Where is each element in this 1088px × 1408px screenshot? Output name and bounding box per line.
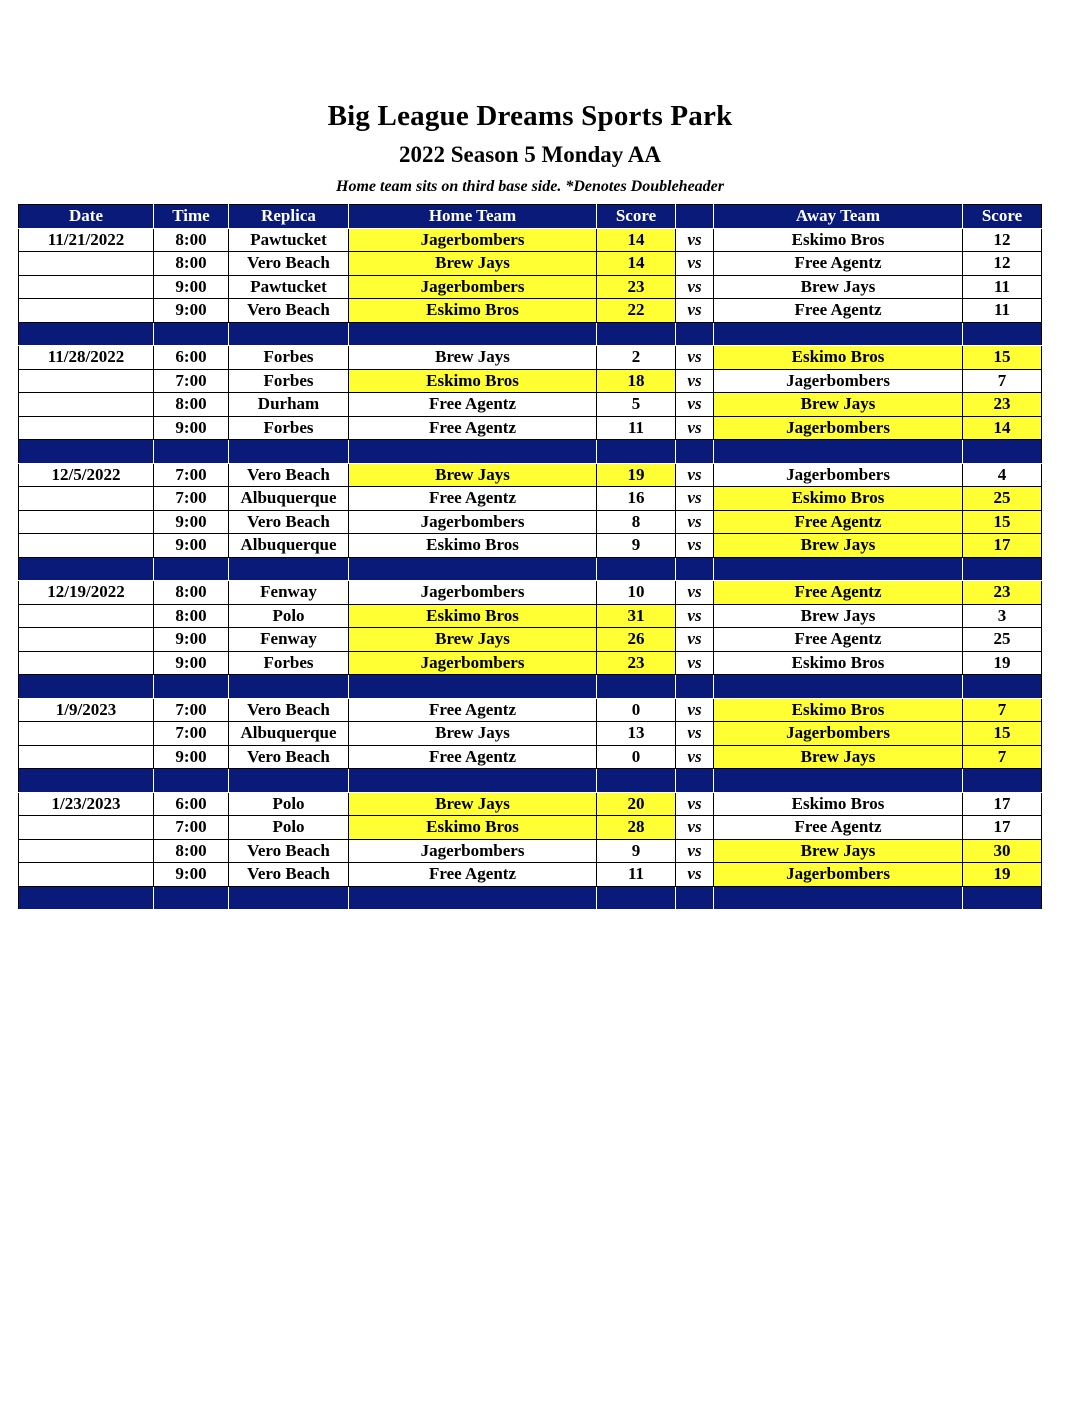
home-team: Free Agentz — [349, 745, 597, 769]
away-score: 25 — [963, 487, 1042, 511]
vs-label: vs — [676, 463, 714, 487]
table-row — [19, 604, 1042, 628]
game-replica: Vero Beach — [229, 698, 349, 722]
schedule-body — [19, 228, 1042, 910]
game-replica: Pawtucket — [229, 228, 349, 252]
week-separator-row — [19, 886, 1042, 910]
table-row — [19, 863, 1042, 887]
away-score: 7 — [963, 369, 1042, 393]
game-time: 9:00 — [154, 275, 229, 299]
game-replica: Vero Beach — [229, 863, 349, 887]
game-replica: Vero Beach — [229, 299, 349, 323]
separator-cell — [19, 557, 154, 581]
game-time: 7:00 — [154, 463, 229, 487]
home-team: Jagerbombers — [349, 275, 597, 299]
home-score: 20 — [597, 792, 676, 816]
game-time: 6:00 — [154, 792, 229, 816]
home-team: Free Agentz — [349, 393, 597, 417]
game-date: 1/9/2023 — [19, 698, 154, 722]
table-row — [19, 252, 1042, 276]
game-date — [19, 252, 154, 276]
home-team: Free Agentz — [349, 863, 597, 887]
game-date — [19, 651, 154, 675]
home-score: 28 — [597, 816, 676, 840]
game-time: 9:00 — [154, 628, 229, 652]
game-time: 9:00 — [154, 863, 229, 887]
separator-cell — [963, 886, 1042, 910]
game-replica: Vero Beach — [229, 252, 349, 276]
week-separator-row — [19, 440, 1042, 464]
schedule-note: Home team sits on third base side. *Denotes Doubleheader — [336, 178, 724, 195]
away-score: 4 — [963, 463, 1042, 487]
table-row — [19, 534, 1042, 558]
vs-label: vs — [676, 534, 714, 558]
separator-cell — [154, 675, 229, 699]
away-team: Free Agentz — [714, 510, 963, 534]
game-date — [19, 275, 154, 299]
away-score: 15 — [963, 722, 1042, 746]
separator-cell — [19, 886, 154, 910]
home-team: Brew Jays — [349, 463, 597, 487]
away-score: 30 — [963, 839, 1042, 863]
vs-label: vs — [676, 275, 714, 299]
away-score: 19 — [963, 651, 1042, 675]
away-team: Brew Jays — [714, 839, 963, 863]
game-date — [19, 369, 154, 393]
game-time: 9:00 — [154, 299, 229, 323]
vs-label: vs — [676, 510, 714, 534]
col-header-date: Date — [19, 205, 154, 229]
game-date — [19, 745, 154, 769]
vs-label: vs — [676, 346, 714, 370]
game-replica: Albuquerque — [229, 534, 349, 558]
week-separator-row — [19, 769, 1042, 793]
home-team: Free Agentz — [349, 698, 597, 722]
away-team: Jagerbombers — [714, 369, 963, 393]
separator-cell — [349, 440, 597, 464]
col-header-away-score: Score — [963, 205, 1042, 229]
away-team: Eskimo Bros — [714, 698, 963, 722]
game-time: 7:00 — [154, 698, 229, 722]
game-date — [19, 839, 154, 863]
home-score: 26 — [597, 628, 676, 652]
game-time: 9:00 — [154, 416, 229, 440]
home-score: 13 — [597, 722, 676, 746]
home-score: 19 — [597, 463, 676, 487]
game-date: 11/21/2022 — [19, 228, 154, 252]
week-separator-row — [19, 675, 1042, 699]
vs-label: vs — [676, 651, 714, 675]
away-team: Eskimo Bros — [714, 792, 963, 816]
away-team: Brew Jays — [714, 534, 963, 558]
game-replica: Forbes — [229, 346, 349, 370]
home-team: Eskimo Bros — [349, 816, 597, 840]
separator-cell — [19, 322, 154, 346]
home-team: Eskimo Bros — [349, 604, 597, 628]
away-team: Jagerbombers — [714, 863, 963, 887]
home-score: 14 — [597, 228, 676, 252]
game-replica: Polo — [229, 792, 349, 816]
away-team: Eskimo Bros — [714, 346, 963, 370]
separator-cell — [676, 440, 714, 464]
separator-cell — [676, 886, 714, 910]
game-time: 8:00 — [154, 604, 229, 628]
game-date — [19, 604, 154, 628]
separator-cell — [349, 557, 597, 581]
away-team: Free Agentz — [714, 252, 963, 276]
away-score: 17 — [963, 816, 1042, 840]
game-date — [19, 487, 154, 511]
page-title: Big League Dreams Sports Park — [327, 100, 733, 132]
away-team: Brew Jays — [714, 745, 963, 769]
game-time: 9:00 — [154, 745, 229, 769]
home-team: Jagerbombers — [349, 228, 597, 252]
game-replica: Albuquerque — [229, 487, 349, 511]
game-date — [19, 628, 154, 652]
separator-cell — [154, 440, 229, 464]
game-time: 9:00 — [154, 510, 229, 534]
away-score: 14 — [963, 416, 1042, 440]
vs-label: vs — [676, 863, 714, 887]
game-time: 8:00 — [154, 839, 229, 863]
separator-cell — [597, 557, 676, 581]
table-row — [19, 792, 1042, 816]
away-score: 12 — [963, 252, 1042, 276]
game-date — [19, 863, 154, 887]
separator-cell — [676, 769, 714, 793]
home-score: 0 — [597, 698, 676, 722]
home-team: Eskimo Bros — [349, 369, 597, 393]
home-score: 9 — [597, 534, 676, 558]
separator-cell — [963, 769, 1042, 793]
separator-cell — [963, 675, 1042, 699]
table-row — [19, 651, 1042, 675]
game-replica: Vero Beach — [229, 745, 349, 769]
season-subtitle: 2022 Season 5 Monday AA — [399, 142, 661, 167]
separator-cell — [229, 557, 349, 581]
home-team: Jagerbombers — [349, 581, 597, 605]
table-row — [19, 816, 1042, 840]
game-date: 12/5/2022 — [19, 463, 154, 487]
vs-label: vs — [676, 604, 714, 628]
game-date — [19, 393, 154, 417]
week-separator-row — [19, 322, 1042, 346]
away-score: 19 — [963, 863, 1042, 887]
away-team: Eskimo Bros — [714, 651, 963, 675]
game-replica: Forbes — [229, 651, 349, 675]
away-score: 11 — [963, 299, 1042, 323]
separator-cell — [597, 440, 676, 464]
separator-cell — [19, 440, 154, 464]
game-time: 8:00 — [154, 581, 229, 605]
game-date — [19, 416, 154, 440]
vs-label: vs — [676, 839, 714, 863]
away-score: 3 — [963, 604, 1042, 628]
schedule-table — [18, 204, 1042, 910]
separator-cell — [154, 322, 229, 346]
home-team: Jagerbombers — [349, 651, 597, 675]
separator-cell — [154, 557, 229, 581]
home-score: 23 — [597, 275, 676, 299]
away-score: 7 — [963, 745, 1042, 769]
home-score: 23 — [597, 651, 676, 675]
game-replica: Albuquerque — [229, 722, 349, 746]
vs-label: vs — [676, 816, 714, 840]
away-score: 23 — [963, 581, 1042, 605]
home-score: 8 — [597, 510, 676, 534]
game-time: 7:00 — [154, 487, 229, 511]
home-score: 9 — [597, 839, 676, 863]
col-header-home-score: Score — [597, 205, 676, 229]
separator-cell — [154, 769, 229, 793]
game-date — [19, 534, 154, 558]
table-header-row — [19, 205, 1042, 229]
col-header-away-team: Away Team — [714, 205, 963, 229]
vs-label: vs — [676, 299, 714, 323]
away-score: 17 — [963, 534, 1042, 558]
separator-cell — [19, 769, 154, 793]
home-score: 5 — [597, 393, 676, 417]
table-row — [19, 369, 1042, 393]
game-replica: Pawtucket — [229, 275, 349, 299]
separator-cell — [676, 557, 714, 581]
game-replica: Polo — [229, 604, 349, 628]
away-team: Jagerbombers — [714, 416, 963, 440]
table-row — [19, 299, 1042, 323]
home-team: Jagerbombers — [349, 510, 597, 534]
separator-cell — [963, 322, 1042, 346]
vs-label: vs — [676, 698, 714, 722]
game-replica: Vero Beach — [229, 510, 349, 534]
table-row — [19, 393, 1042, 417]
table-row — [19, 510, 1042, 534]
away-team: Eskimo Bros — [714, 487, 963, 511]
col-header-replica: Replica — [229, 205, 349, 229]
game-replica: Forbes — [229, 369, 349, 393]
home-score: 16 — [597, 487, 676, 511]
col-header-vs — [676, 205, 714, 229]
away-score: 15 — [963, 510, 1042, 534]
game-date — [19, 299, 154, 323]
away-team: Eskimo Bros — [714, 228, 963, 252]
home-score: 10 — [597, 581, 676, 605]
game-date: 11/28/2022 — [19, 346, 154, 370]
vs-label: vs — [676, 369, 714, 393]
game-replica: Fenway — [229, 628, 349, 652]
table-row — [19, 487, 1042, 511]
separator-cell — [229, 886, 349, 910]
home-team: Eskimo Bros — [349, 299, 597, 323]
game-date — [19, 816, 154, 840]
separator-cell — [229, 322, 349, 346]
table-row — [19, 745, 1042, 769]
separator-cell — [714, 440, 963, 464]
home-team: Brew Jays — [349, 628, 597, 652]
away-team: Free Agentz — [714, 299, 963, 323]
separator-cell — [349, 769, 597, 793]
separator-cell — [714, 557, 963, 581]
separator-cell — [676, 675, 714, 699]
home-team: Brew Jays — [349, 252, 597, 276]
home-team: Brew Jays — [349, 346, 597, 370]
separator-cell — [963, 440, 1042, 464]
table-row — [19, 463, 1042, 487]
game-time: 8:00 — [154, 393, 229, 417]
home-score: 18 — [597, 369, 676, 393]
vs-label: vs — [676, 722, 714, 746]
home-team: Jagerbombers — [349, 839, 597, 863]
away-team: Free Agentz — [714, 628, 963, 652]
away-score: 17 — [963, 792, 1042, 816]
table-row — [19, 839, 1042, 863]
separator-cell — [714, 769, 963, 793]
separator-cell — [676, 322, 714, 346]
away-team: Free Agentz — [714, 581, 963, 605]
away-score: 15 — [963, 346, 1042, 370]
game-date — [19, 510, 154, 534]
home-score: 0 — [597, 745, 676, 769]
separator-cell — [229, 440, 349, 464]
col-header-home-team: Home Team — [349, 205, 597, 229]
separator-cell — [714, 886, 963, 910]
away-score: 25 — [963, 628, 1042, 652]
game-date: 1/23/2023 — [19, 792, 154, 816]
away-score: 12 — [963, 228, 1042, 252]
game-time: 7:00 — [154, 722, 229, 746]
away-score: 23 — [963, 393, 1042, 417]
separator-cell — [714, 675, 963, 699]
separator-cell — [229, 675, 349, 699]
separator-cell — [349, 886, 597, 910]
week-separator-row — [19, 557, 1042, 581]
table-row — [19, 275, 1042, 299]
game-replica: Vero Beach — [229, 839, 349, 863]
game-time: 7:00 — [154, 816, 229, 840]
home-team: Free Agentz — [349, 416, 597, 440]
separator-cell — [963, 557, 1042, 581]
game-replica: Durham — [229, 393, 349, 417]
vs-label: vs — [676, 416, 714, 440]
separator-cell — [349, 675, 597, 699]
game-time: 8:00 — [154, 228, 229, 252]
home-score: 11 — [597, 416, 676, 440]
away-score: 7 — [963, 698, 1042, 722]
game-date: 12/19/2022 — [19, 581, 154, 605]
vs-label: vs — [676, 792, 714, 816]
vs-label: vs — [676, 628, 714, 652]
game-time: 9:00 — [154, 534, 229, 558]
separator-cell — [154, 886, 229, 910]
separator-cell — [597, 769, 676, 793]
game-time: 9:00 — [154, 651, 229, 675]
table-row — [19, 416, 1042, 440]
home-score: 2 — [597, 346, 676, 370]
vs-label: vs — [676, 581, 714, 605]
vs-label: vs — [676, 252, 714, 276]
table-row — [19, 581, 1042, 605]
table-row — [19, 698, 1042, 722]
vs-label: vs — [676, 393, 714, 417]
home-score: 31 — [597, 604, 676, 628]
home-team: Brew Jays — [349, 792, 597, 816]
game-time: 7:00 — [154, 369, 229, 393]
game-replica: Polo — [229, 816, 349, 840]
vs-label: vs — [676, 487, 714, 511]
home-score: 14 — [597, 252, 676, 276]
away-score: 11 — [963, 275, 1042, 299]
separator-cell — [19, 675, 154, 699]
game-replica: Vero Beach — [229, 463, 349, 487]
table-row — [19, 722, 1042, 746]
separator-cell — [714, 322, 963, 346]
separator-cell — [597, 886, 676, 910]
home-team: Free Agentz — [349, 487, 597, 511]
game-time: 6:00 — [154, 346, 229, 370]
game-time: 8:00 — [154, 252, 229, 276]
table-row — [19, 628, 1042, 652]
table-row — [19, 228, 1042, 252]
separator-cell — [349, 322, 597, 346]
away-team: Jagerbombers — [714, 722, 963, 746]
vs-label: vs — [676, 228, 714, 252]
game-replica: Forbes — [229, 416, 349, 440]
col-header-time: Time — [154, 205, 229, 229]
vs-label: vs — [676, 745, 714, 769]
away-team: Brew Jays — [714, 393, 963, 417]
home-score: 22 — [597, 299, 676, 323]
home-score: 11 — [597, 863, 676, 887]
separator-cell — [229, 769, 349, 793]
home-team: Brew Jays — [349, 722, 597, 746]
away-team: Brew Jays — [714, 604, 963, 628]
game-replica: Fenway — [229, 581, 349, 605]
away-team: Jagerbombers — [714, 463, 963, 487]
game-date — [19, 722, 154, 746]
separator-cell — [597, 675, 676, 699]
home-team: Eskimo Bros — [349, 534, 597, 558]
separator-cell — [597, 322, 676, 346]
away-team: Free Agentz — [714, 816, 963, 840]
away-team: Brew Jays — [714, 275, 963, 299]
table-row — [19, 346, 1042, 370]
